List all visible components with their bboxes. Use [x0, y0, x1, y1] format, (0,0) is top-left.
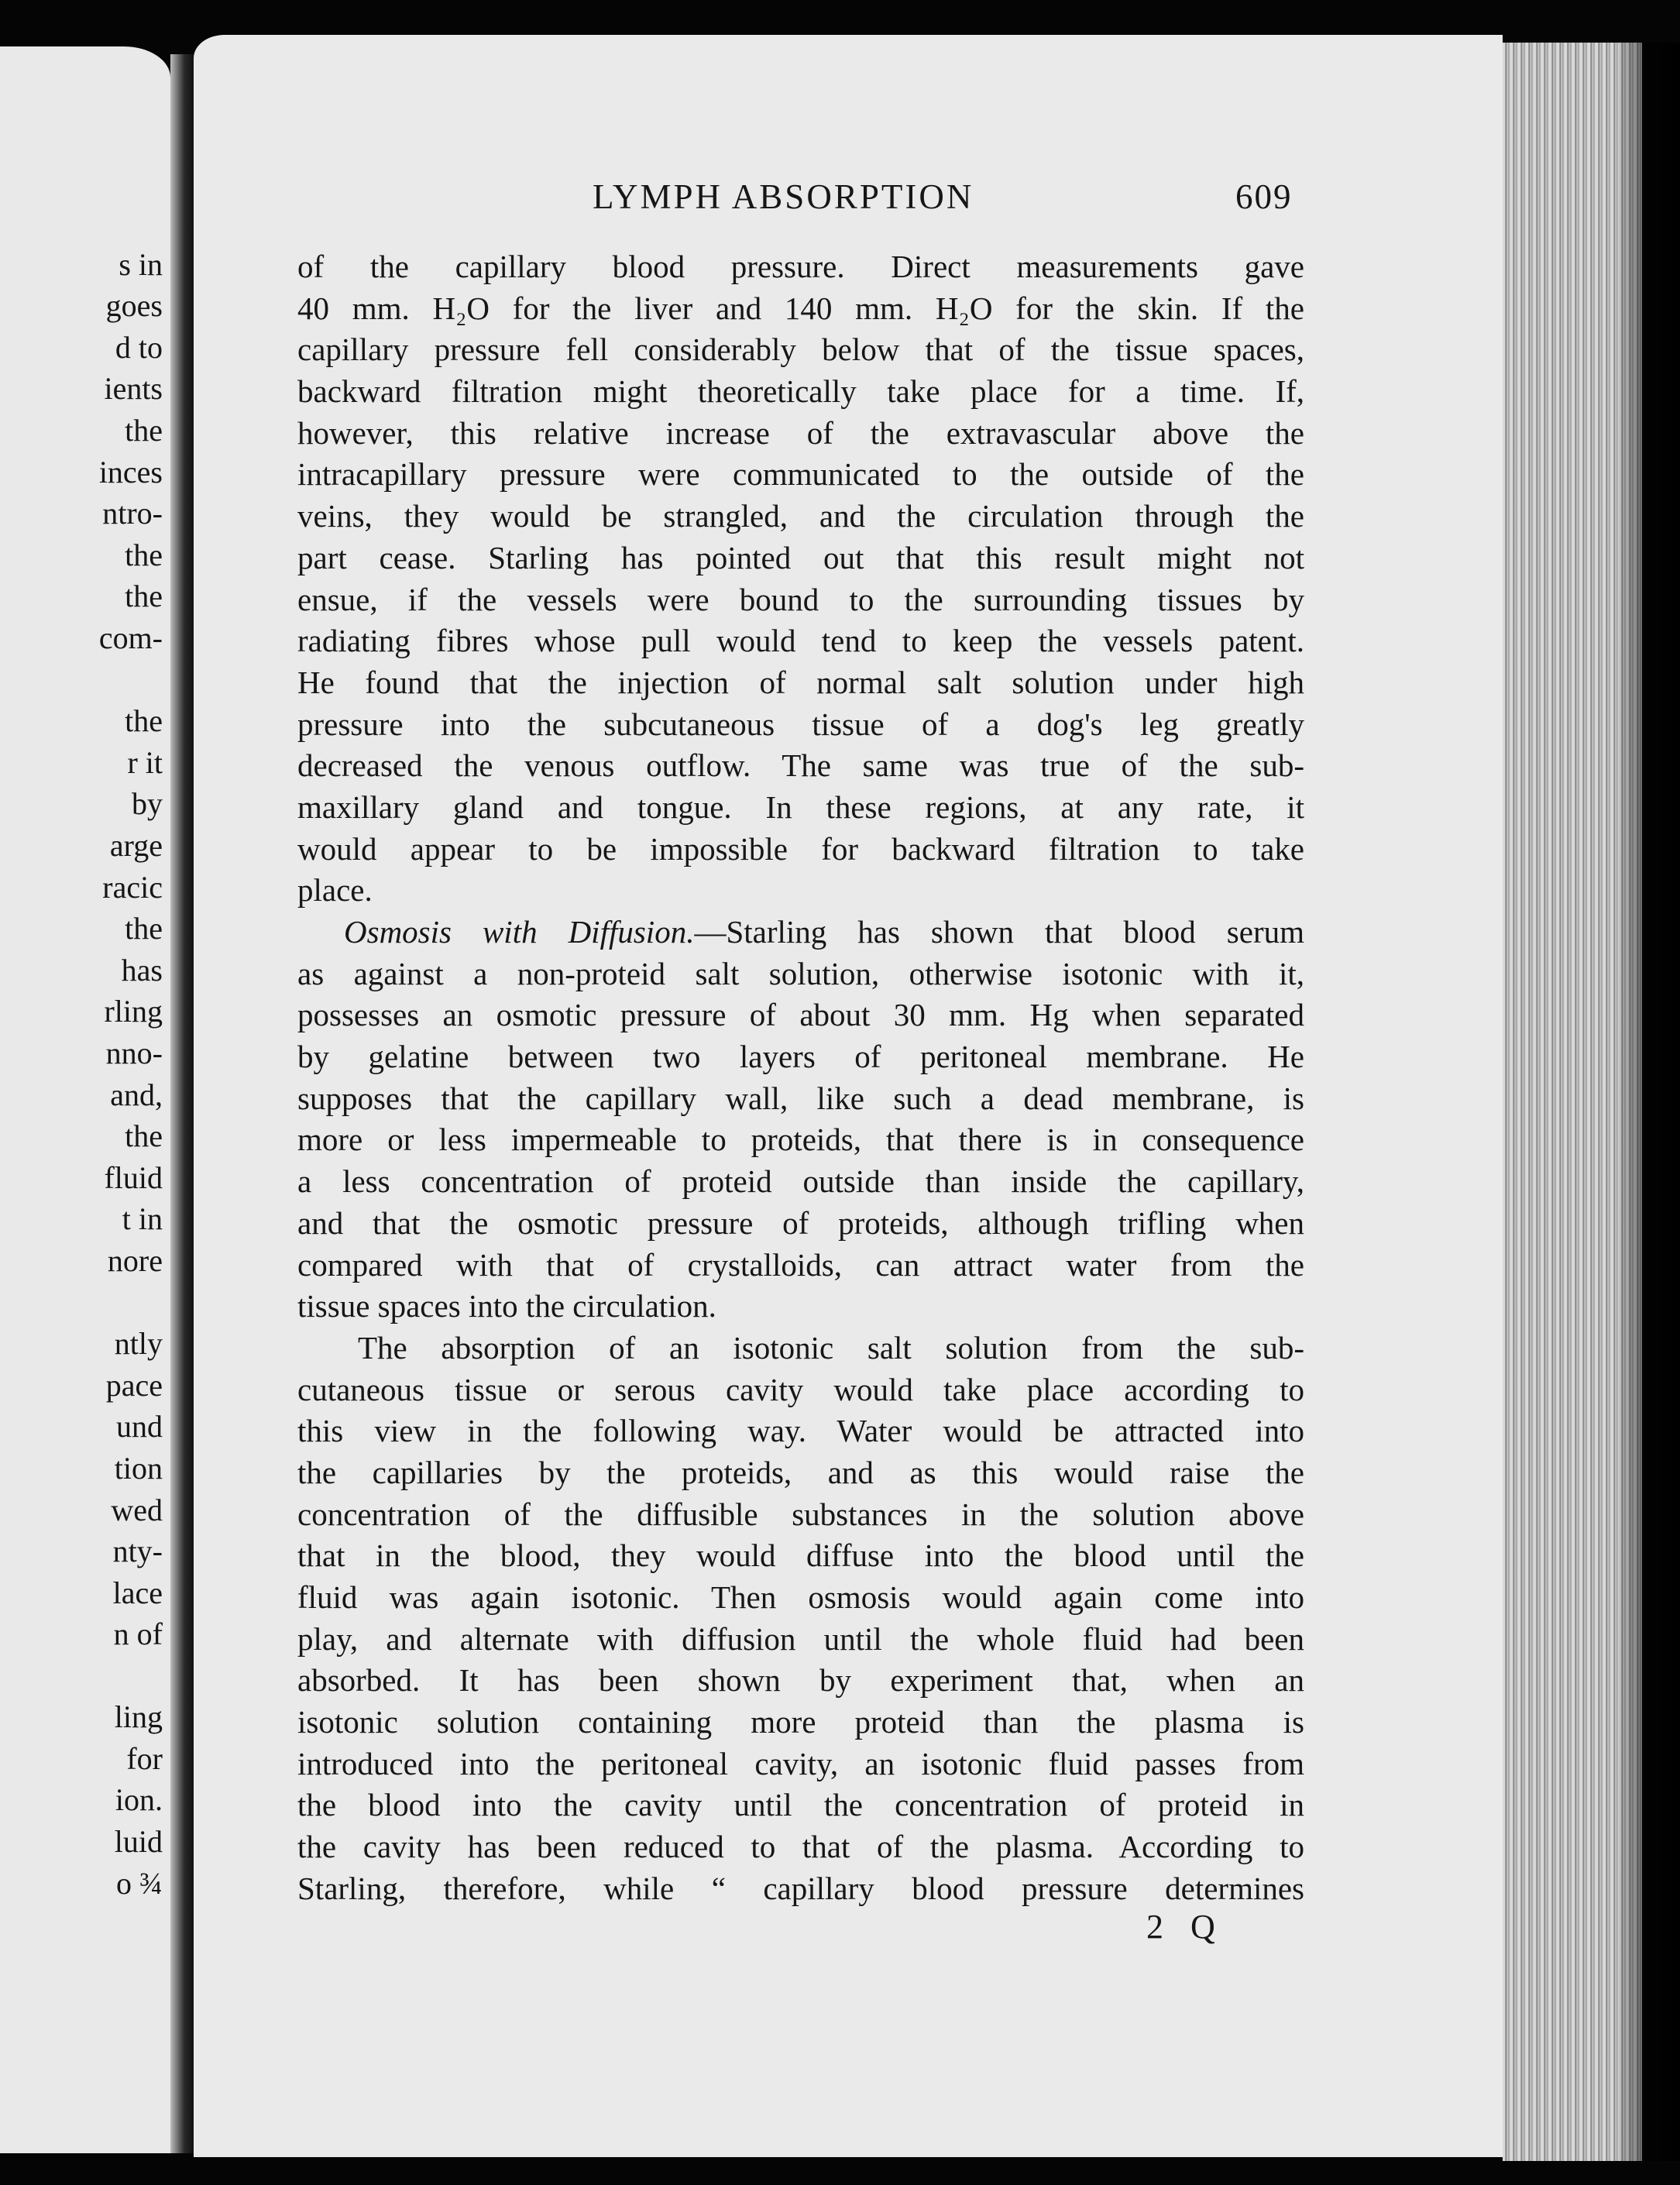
text-line: as against a non-proteid salt solution, otherwise isotonic with it,: [297, 955, 1304, 991]
facing-page-text: the: [125, 413, 163, 448]
facing-page-text: for: [126, 1741, 163, 1776]
text-line: play, and alternate with diffusion until the whole fluid had been: [297, 1620, 1304, 1657]
text-line: possesses an osmotic pressure of about 30 mm. Hg when separated: [297, 997, 1304, 1033]
text-line: isotonic solution containing more proteid than the plasma is: [297, 1704, 1304, 1740]
facing-page-text: and,: [110, 1077, 163, 1112]
text-line: maxillary gland and tongue. In these regions, at any rate, it: [297, 788, 1304, 825]
text-line: more or less impermeable to proteids, that there is in consequence: [297, 1122, 1304, 1158]
facing-page-text: ntro-: [102, 496, 163, 531]
facing-page-text: nno-: [105, 1036, 163, 1070]
facing-page-text: inces: [98, 455, 163, 490]
text-line: pressure into the subcutaneous tissue of a dog's leg greatly: [297, 706, 1304, 742]
facing-page-text: pace: [105, 1368, 163, 1403]
page-edges-shadow: [1619, 43, 1680, 2161]
section-heading: Osmosis with Diffusion.: [344, 914, 695, 950]
facing-page-text: ients: [104, 371, 163, 406]
text-line: decreased the venous outflow. The same was true of the sub-: [297, 747, 1304, 784]
text-line: concentration of the diffusible substances in the solution above: [297, 1496, 1304, 1532]
facing-page-text: wed: [111, 1493, 163, 1527]
text-line: intracapillary pressure were communicated to the outside of the: [297, 456, 1304, 493]
body-text: [297, 246, 1304, 1910]
section-heading-continuation: —Starling has shown that blood serum: [694, 914, 1304, 950]
facing-page-text: com-: [98, 620, 163, 655]
facing-page-text: the: [125, 579, 163, 613]
facing-page-text: d to: [115, 330, 163, 365]
facing-page-text: rling: [104, 994, 163, 1029]
text-line: backward filtration might theoretically take place for a time. If,: [297, 373, 1304, 410]
facing-page-text: the: [125, 911, 163, 946]
facing-page-text: luid: [114, 1824, 163, 1859]
text-line: supposes that the capillary wall, like such a dead membrane, is: [297, 1080, 1304, 1116]
facing-page-text: lace: [112, 1575, 163, 1610]
text-line: however, this relative increase of the extravascular above the: [297, 414, 1304, 451]
text-line: part cease. Starling has pointed out that this result might not: [297, 539, 1304, 575]
text-line: ensue, if the vessels were bound to the surrounding tissues by: [297, 581, 1304, 617]
facing-page-text: the: [125, 538, 163, 572]
facing-page-text: fluid: [104, 1160, 163, 1195]
facing-page-text: t in: [122, 1201, 163, 1236]
text-line: of the capillary blood pressure. Direct measurements gave: [297, 249, 1304, 284]
facing-page-text: has: [121, 953, 163, 988]
text-line: compared with that of crystalloids, can attract water from the: [297, 1246, 1304, 1283]
text-line: the capillaries by the proteids, and as this would raise the: [297, 1454, 1304, 1490]
page-number: 609: [1235, 177, 1293, 216]
text-line: would appear to be impossible for backward filtration to take: [297, 830, 1304, 867]
text-line: by gelatine between two layers of peritoneal membrane. He: [297, 1039, 1304, 1075]
facing-page-text: ntly: [114, 1326, 163, 1361]
text-line: fluid was again isotonic. Then osmosis would again come into: [297, 1579, 1304, 1615]
text-line: place.: [297, 872, 373, 909]
text-line: cutaneous tissue or serous cavity would take place according to: [297, 1371, 1304, 1407]
facing-page-text: arge: [109, 828, 163, 863]
section-heading-line: [297, 912, 1304, 953]
text-line: He found that the injection of normal salt solution under high: [297, 664, 1304, 700]
facing-page-fragment: [0, 46, 170, 2153]
facing-page-text: tion: [114, 1451, 163, 1486]
book-gutter: [170, 54, 194, 2153]
text-line: this view in the following way. Water would be attracted into: [297, 1413, 1304, 1449]
facing-page-text: the: [125, 1118, 163, 1153]
text-line: absorbed. It has been shown by experiment that, when an: [297, 1662, 1304, 1699]
text-line: and that the osmotic pressure of proteids, although trifling when: [297, 1204, 1304, 1241]
text-line: tissue spaces into the circulation.: [297, 1288, 716, 1324]
text-line: that in the blood, they would diffuse into the blood until the: [297, 1537, 1304, 1574]
text-line: Starling, therefore, while “ capillary blood pressure determines: [297, 1870, 1304, 1906]
facing-page-text: by: [132, 786, 163, 821]
facing-page-text: nty-: [112, 1534, 163, 1568]
facing-page-text: racic: [102, 870, 163, 905]
text-line: the blood into the cavity until the concentration of proteid in: [297, 1787, 1304, 1823]
text-line: capillary pressure fell considerably below that of the tissue spaces,: [297, 332, 1304, 368]
text-line: the cavity has been reduced to that of the plasma. According to: [297, 1829, 1304, 1865]
facing-page-text: goes: [105, 288, 163, 323]
facing-page-text: n of: [113, 1616, 163, 1651]
facing-page-text: ling: [114, 1699, 163, 1734]
facing-page-text: s in: [119, 247, 163, 282]
facing-page-text: ion.: [115, 1782, 163, 1817]
text-line: introduced into the peritoneal cavity, an isotonic fluid passes from: [297, 1745, 1304, 1781]
facing-page-text: r it: [127, 745, 163, 780]
text-line: radiating fibres whose pull would tend to keep the vessels patent.: [297, 623, 1304, 659]
text-line: a less concentration of proteid outside than inside the capillary,: [297, 1163, 1304, 1200]
text-line: The absorption of an isotonic salt solution from the sub-: [358, 1329, 1304, 1366]
running-head: LYMPH ABSORPTION: [593, 177, 974, 216]
text-line: 40 mm. H₂O for the liver and 140 mm. H₂O for the skin. If the: [297, 290, 1304, 326]
facing-page-text: nore: [107, 1243, 163, 1278]
signature-mark: 2 Q: [1146, 1908, 1225, 1946]
facing-page-text: the: [125, 703, 163, 738]
text-line: veins, they would be strangled, and the circulation through the: [297, 498, 1304, 534]
facing-page-text: o ¾: [116, 1866, 163, 1901]
facing-page-text: und: [116, 1409, 163, 1444]
